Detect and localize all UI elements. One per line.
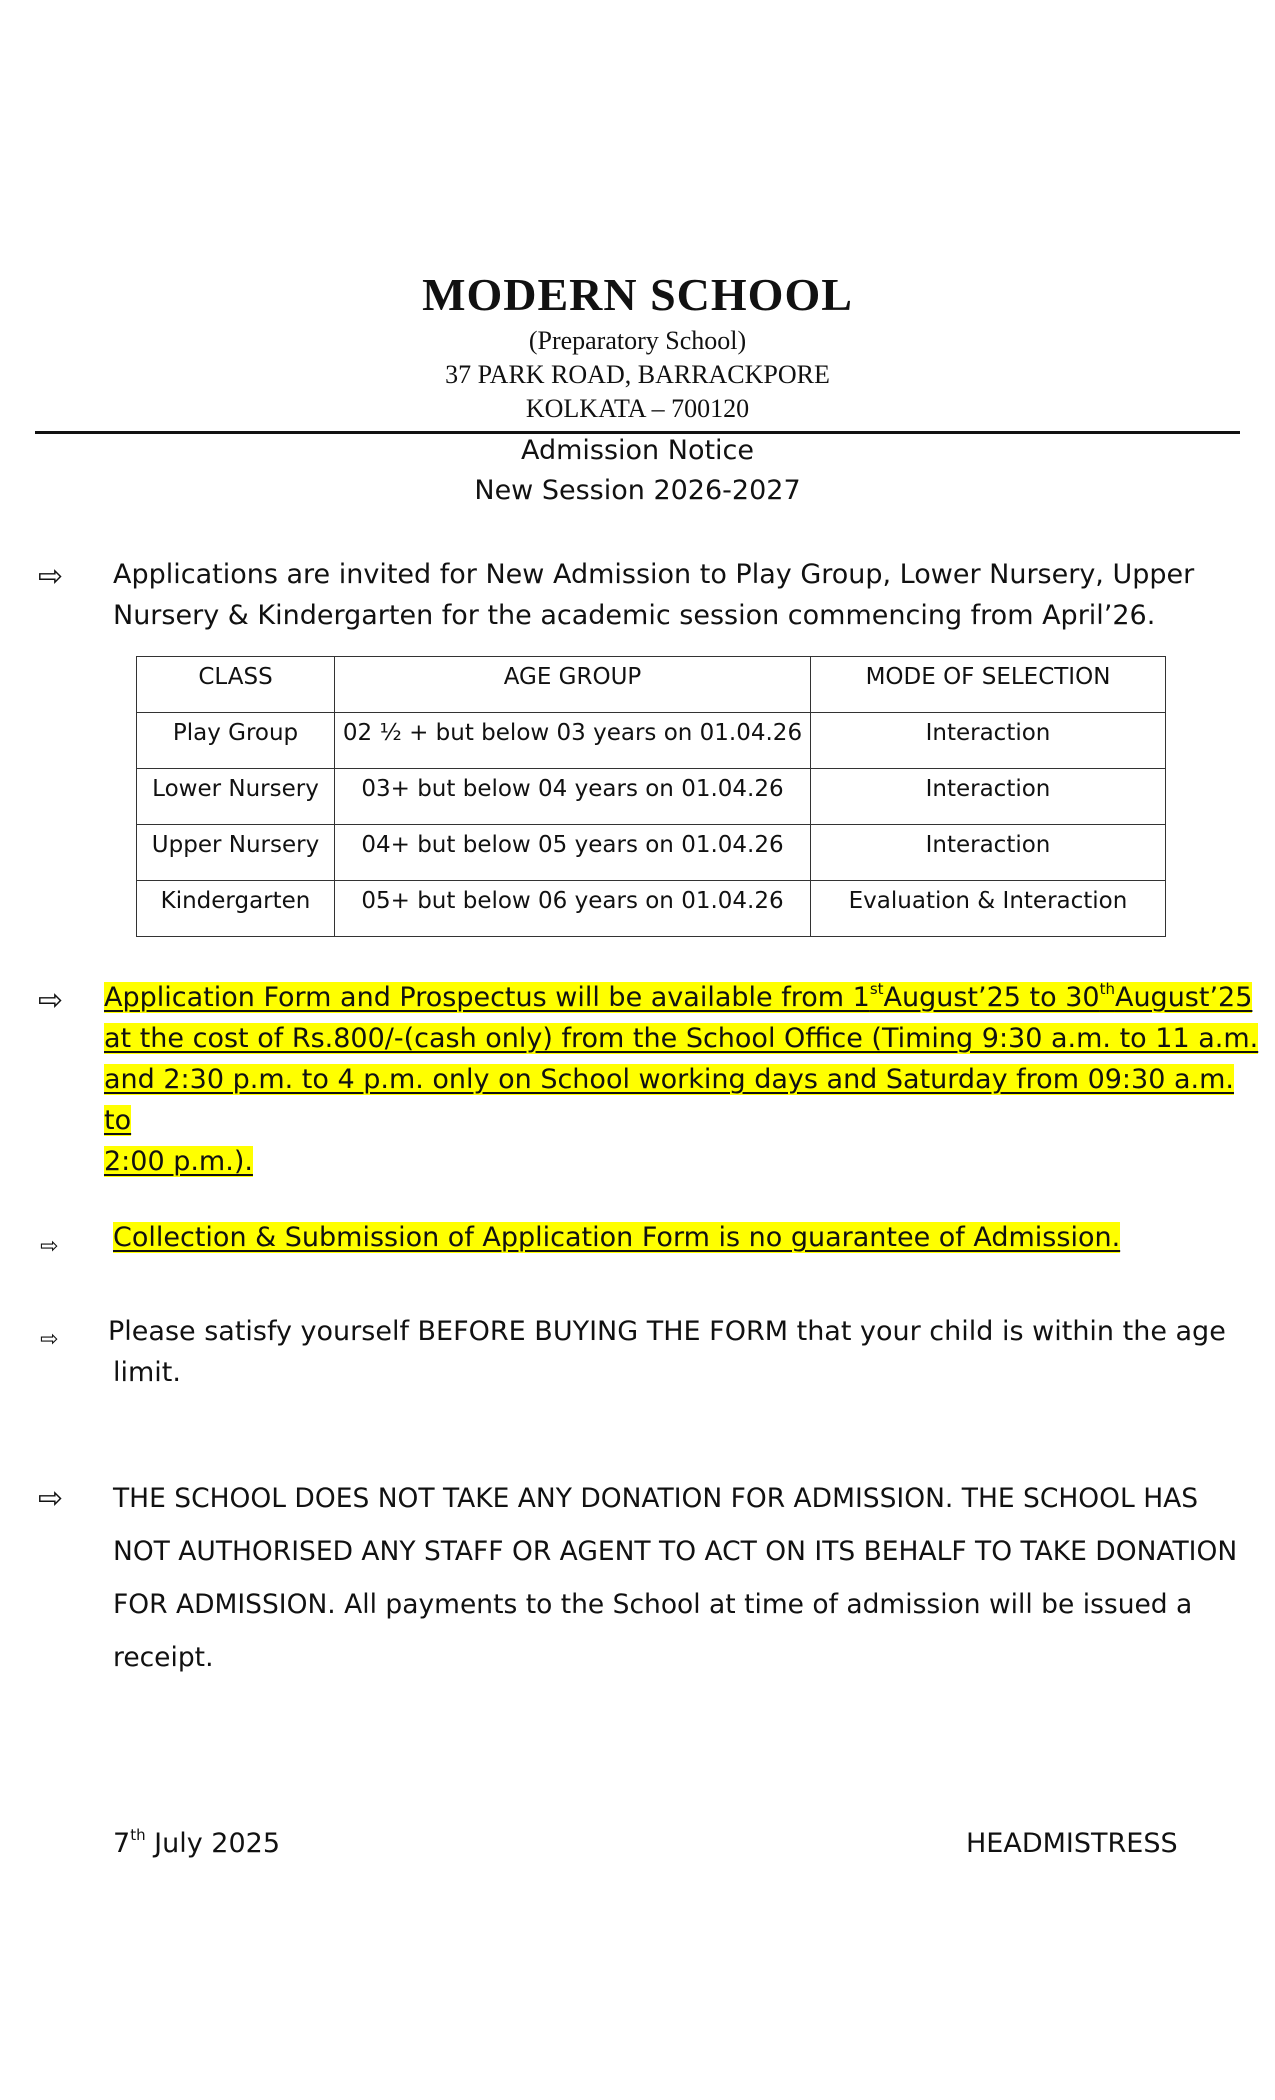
donation-line-2: NOT AUTHORISED ANY STAFF OR AGENT TO ACT ON ITS BEHALF TO TAKE DONATION <box>113 1536 1238 1567</box>
cell-class: Kindergarten <box>137 881 335 937</box>
arrow-bullet-icon: ⇨ <box>40 1327 59 1352</box>
signatory-title: HEADMISTRESS <box>966 1828 1178 1859</box>
cell-mode: Interaction <box>811 769 1166 825</box>
school-subtitle: (Preparatory School) <box>528 326 747 355</box>
cell-age-group: 02 ½ + but below 03 years on 01.04.26 <box>335 713 811 769</box>
intro-line-2: Nursery & Kindergarten for the academic session commencing from April’26. <box>113 600 1156 631</box>
no-guarantee-text: Collection & Submission of Application Form is no guarantee of Admission. <box>113 1222 1121 1253</box>
cell-age-group: 04+ but below 05 years on 01.04.26 <box>335 825 811 881</box>
arrow-bullet-icon: ⇨ <box>38 1481 64 1516</box>
address-line-1: 37 PARK ROAD, BARRACKPORE <box>445 360 830 389</box>
table-header-row <box>137 657 1166 713</box>
donation-paragraph <box>113 1472 1263 1684</box>
availability-line-4: 2:00 p.m.). <box>104 1146 253 1177</box>
donation-line-1: THE SCHOOL DOES NOT TAKE ANY DONATION FOR ADMISSION. THE SCHOOL HAS <box>113 1483 1199 1514</box>
availability-line-2: at the cost of Rs.800/-(cash only) from the School Office (Timing 9:30 a.m. to 11 a.m. <box>104 1023 1259 1054</box>
cell-class: Upper Nursery <box>137 825 335 881</box>
availability-paragraph <box>104 977 1264 1182</box>
donation-line-4: receipt. <box>113 1642 214 1673</box>
arrow-bullet-icon: ⇨ <box>38 983 64 1018</box>
cell-mode: Evaluation & Interaction <box>811 881 1166 937</box>
notice-title: Admission Notice <box>520 435 755 466</box>
cell-age-group: 05+ but below 06 years on 01.04.26 <box>335 881 811 937</box>
column-header-age-group: AGE GROUP <box>335 657 811 713</box>
school-name: MODERN SCHOOL <box>422 269 853 320</box>
cell-age-group: 03+ but below 04 years on 01.04.26 <box>335 769 811 825</box>
table-row <box>137 769 1166 825</box>
no-guarantee-paragraph <box>113 1217 1253 1258</box>
cell-mode: Interaction <box>811 713 1166 769</box>
table-row <box>137 881 1166 937</box>
age-limit-line-1: Please satisfy yourself BEFORE BUYING THE FORM that your child is within the age <box>108 1316 1226 1347</box>
age-limit-paragraph <box>108 1311 1258 1393</box>
cell-class: Play Group <box>137 713 335 769</box>
availability-line-3: and 2:30 p.m. to 4 p.m. only on School working days and Saturday from 09:30 a.m. to <box>104 1064 1234 1136</box>
cell-class: Lower Nursery <box>137 769 335 825</box>
notice-session: New Session 2026-2027 <box>474 475 801 506</box>
intro-paragraph <box>113 554 1253 636</box>
admission-table <box>136 656 1166 937</box>
age-limit-line-2: limit. <box>113 1357 181 1388</box>
arrow-bullet-icon: ⇨ <box>40 1234 59 1259</box>
cell-mode: Interaction <box>811 825 1166 881</box>
intro-line-1: Applications are invited for New Admission to Play Group, Lower Nursery, Upper <box>113 559 1195 590</box>
column-header-class: CLASS <box>137 657 335 713</box>
donation-line-3: FOR ADMISSION. All payments to the School at time of admission will be issued a <box>113 1589 1193 1620</box>
column-header-mode: MODE OF SELECTION <box>811 657 1166 713</box>
table-row <box>137 825 1166 881</box>
header-divider <box>35 431 1240 434</box>
table-row <box>137 713 1166 769</box>
notice-date: 7th July 2025 <box>113 1826 281 1859</box>
availability-line-1: Application Form and Prospectus will be available from 1stAugust’25 to 30thAugust’25 <box>104 980 1253 1013</box>
arrow-bullet-icon: ⇨ <box>38 559 64 594</box>
address-line-2: KOLKATA – 700120 <box>525 394 750 423</box>
